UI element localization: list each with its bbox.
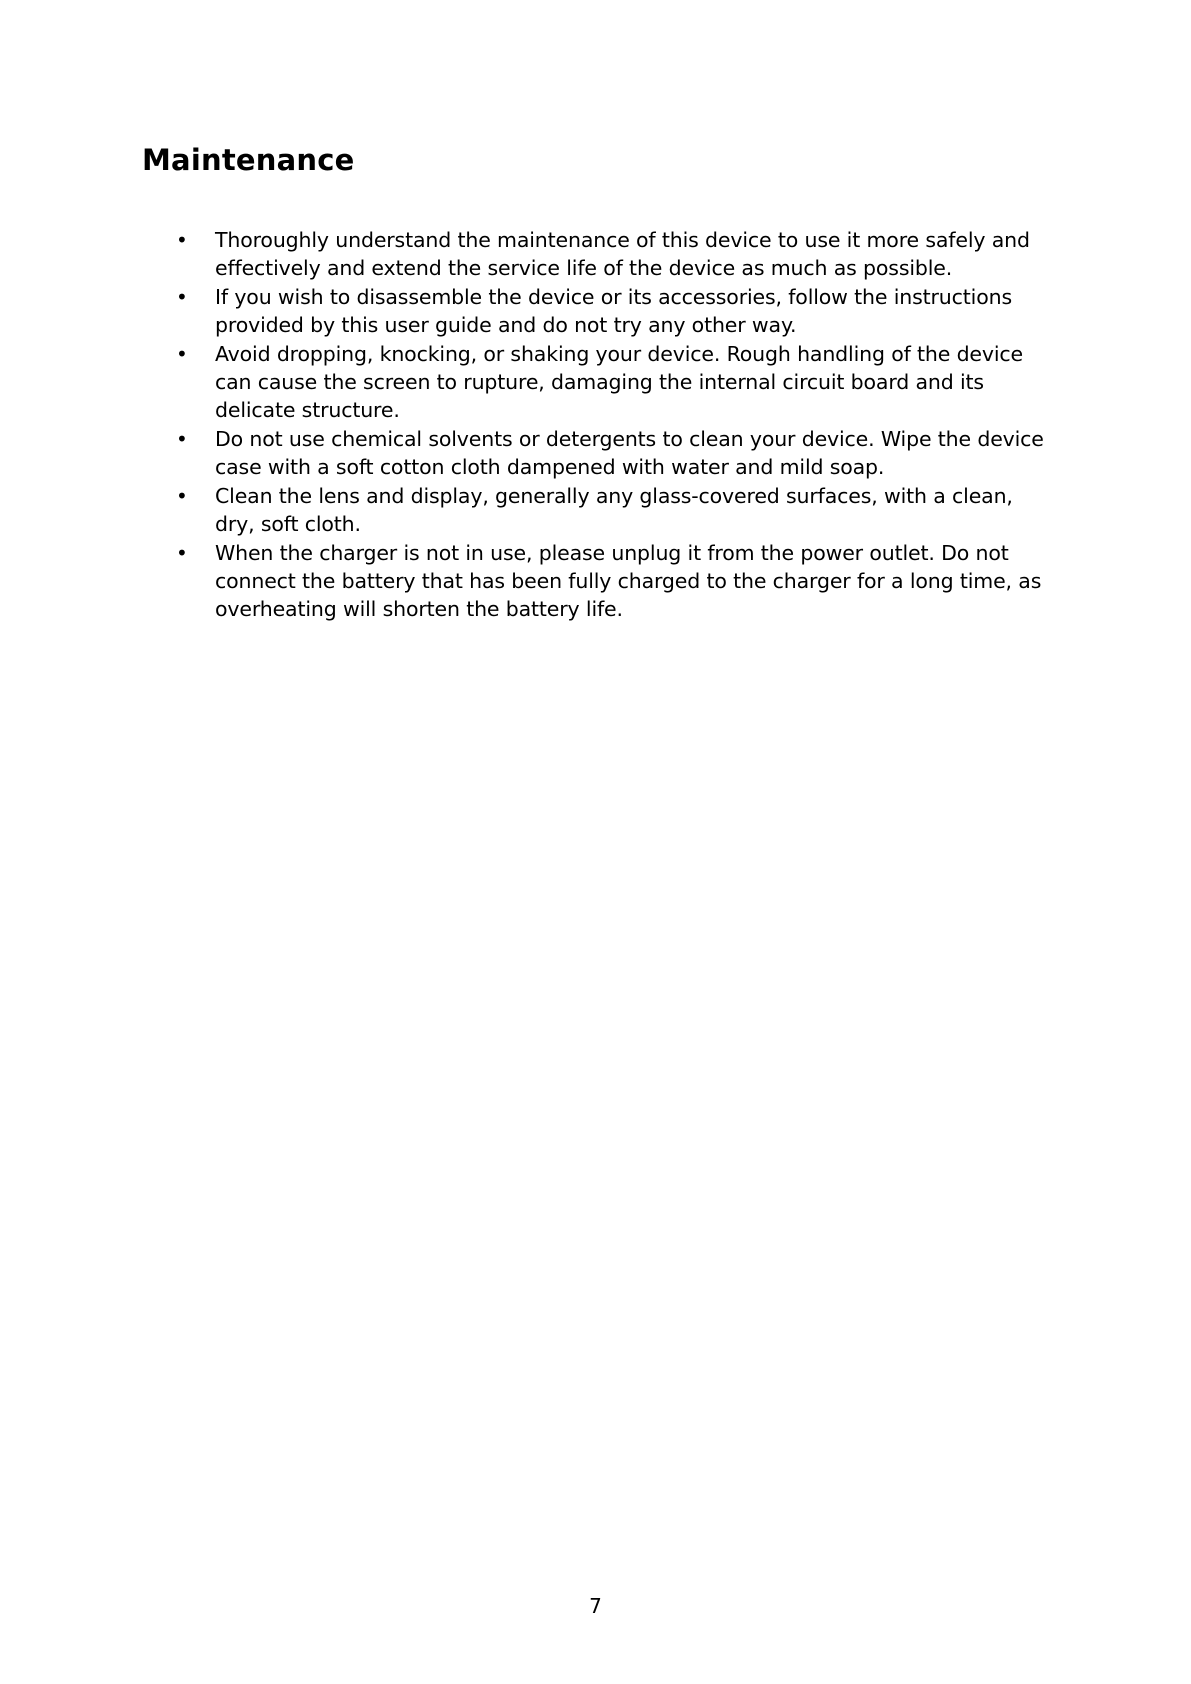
list-item [176, 340, 1056, 424]
list-item [176, 283, 1056, 339]
bullet-icon: • [176, 484, 188, 508]
page-title: Maintenance [142, 143, 355, 177]
list-item-text: Clean the lens and display, generally any glass-covered surfaces, with a clean, dry, soft cloth. [215, 484, 1013, 536]
list-item-text: Avoid dropping, knocking, or shaking your device. Rough handling of the device can cause the screen to rupture, damaging the internal circuit board and its delicate structure. [215, 342, 1024, 422]
list-item-text: If you wish to disassemble the device or its accessories, follow the instructions provided by this user guide and do not try any other way. [215, 285, 1012, 337]
list-item [176, 482, 1056, 538]
list-item [176, 226, 1056, 282]
maintenance-list [176, 226, 1056, 624]
list-item [176, 539, 1056, 623]
list-item-text: Thoroughly understand the maintenance of this device to use it more safely and effectively and extend the service life of the device as much as possible. [215, 228, 1030, 280]
bullet-icon: • [176, 342, 188, 366]
bullet-icon: • [176, 427, 188, 451]
list-item-text: Do not use chemical solvents or detergents to clean your device. Wipe the device case with a soft cotton cloth dampened with water and mild soap. [215, 427, 1044, 479]
page-number: 7 [589, 1594, 602, 1618]
list-item [176, 425, 1056, 481]
bullet-icon: • [176, 285, 188, 309]
list-item-text: When the charger is not in use, please unplug it from the power outlet. Do not connect the battery that has been fully charged to the charger for a long time, as overheating will shorten the battery life. [215, 541, 1042, 621]
bullet-icon: • [176, 541, 188, 565]
bullet-icon: • [176, 228, 188, 252]
